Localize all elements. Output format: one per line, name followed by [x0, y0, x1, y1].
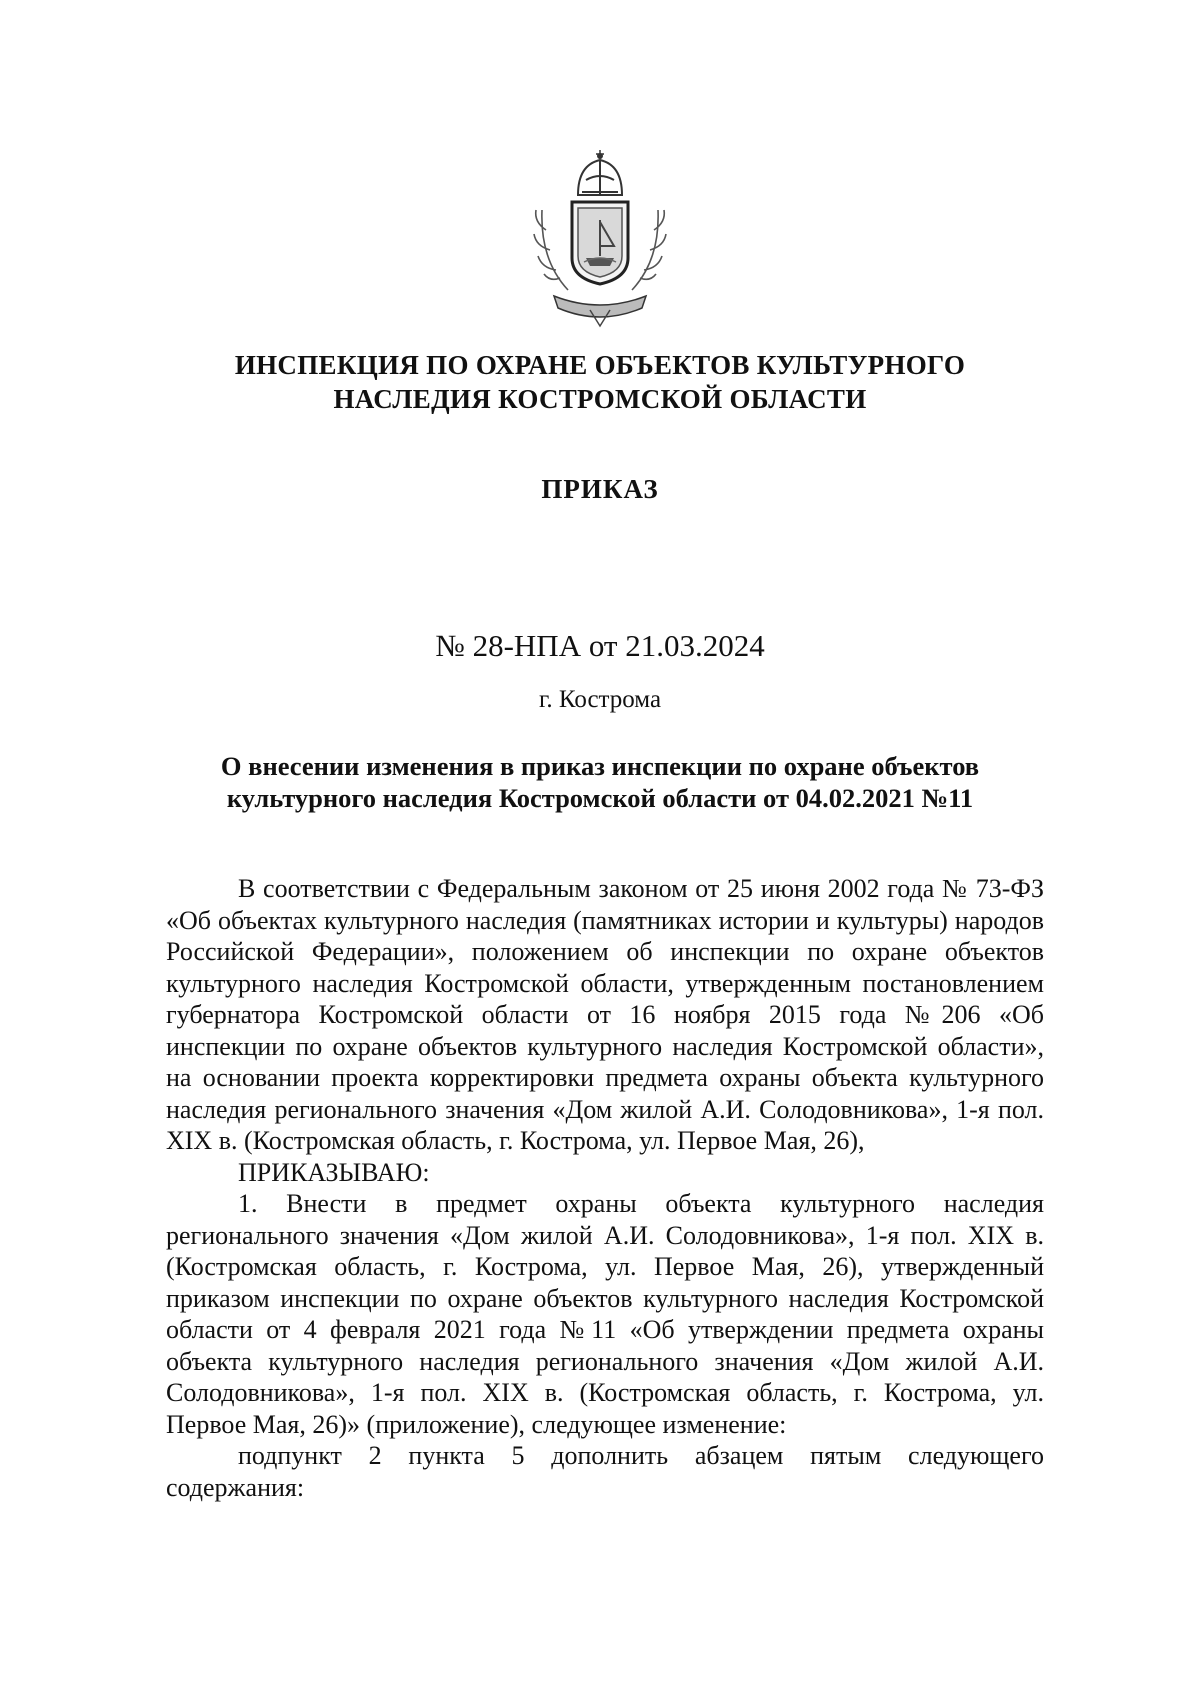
body-order-word: ПРИКАЗЫВАЮ: — [238, 1157, 430, 1187]
organization-title-line2: НАСЛЕДИЯ КОСТРОМСКОЙ ОБЛАСТИ — [333, 384, 867, 414]
body-paragraph-item1: 1. Внести в предмет охраны объекта культурного наследия регионального значения «Дом жилой А.И. Солодовникова», 1-я пол. XIX в. (Костромская область, г. Кострома, ул. Первое Мая, 26), утвержденный приказом инспекции по охране объектов культурного наследия Костромской области от 4 февраля 2021 года №11 «Об утверждении предмета охраны объекта культурного наследия регионального значения «Дом жилой А.И. Солодовникова», 1-я пол. XIX в. (Костромская область, г. Кострома, ул. Первое Мая, 26)» (приложение), следующее изменение: — [166, 1189, 1044, 1439]
document-city: г. Кострома — [538, 686, 662, 713]
body-paragraph-preamble: В соответствии с Федеральным законом от 25 июня 2002 года № 73-ФЗ «Об объектах культурного наследия (памятниках истории и культуры) народов Российской Федерации», положением об инспекции по охране объектов культурного наследия Костромской области, утвержденным постановлением губернатора Костромской области от 16 ноября 2015 года №206 «Об инспекции по охране объектов культурного наследия Костромской области», на основании проекта корректировки предмета охраны объекта культурного наследия регионального значения «Дом жилой А.И. Солодовникова», 1-я пол. XIX в. (Костромская область, г. Кострома, ул. Первое Мая, 26), — [166, 874, 1044, 1155]
document-type: ПРИКАЗ — [541, 474, 659, 504]
organization-title-line1: ИНСПЕКЦИЯ ПО ОХРАНЕ ОБЪЕКТОВ КУЛЬТУРНОГО — [234, 350, 966, 380]
document-body — [166, 873, 1044, 1503]
coat-of-arms-icon — [520, 150, 680, 330]
document-subject-line1: О внесении изменения в приказ инспекции по охране объектов — [220, 751, 980, 781]
document-number: № 28-НПА от 21.03.2024 — [435, 628, 765, 663]
document-subject-line2: культурного наследия Костромской области от 04.02.2021 №11 — [226, 783, 974, 813]
organization-title — [150, 348, 1050, 416]
body-paragraph-amendment: подпункт 2 пункта 5 дополнить абзацем пятым следующего содержания: — [166, 1441, 1044, 1502]
document-subject — [170, 750, 1030, 814]
